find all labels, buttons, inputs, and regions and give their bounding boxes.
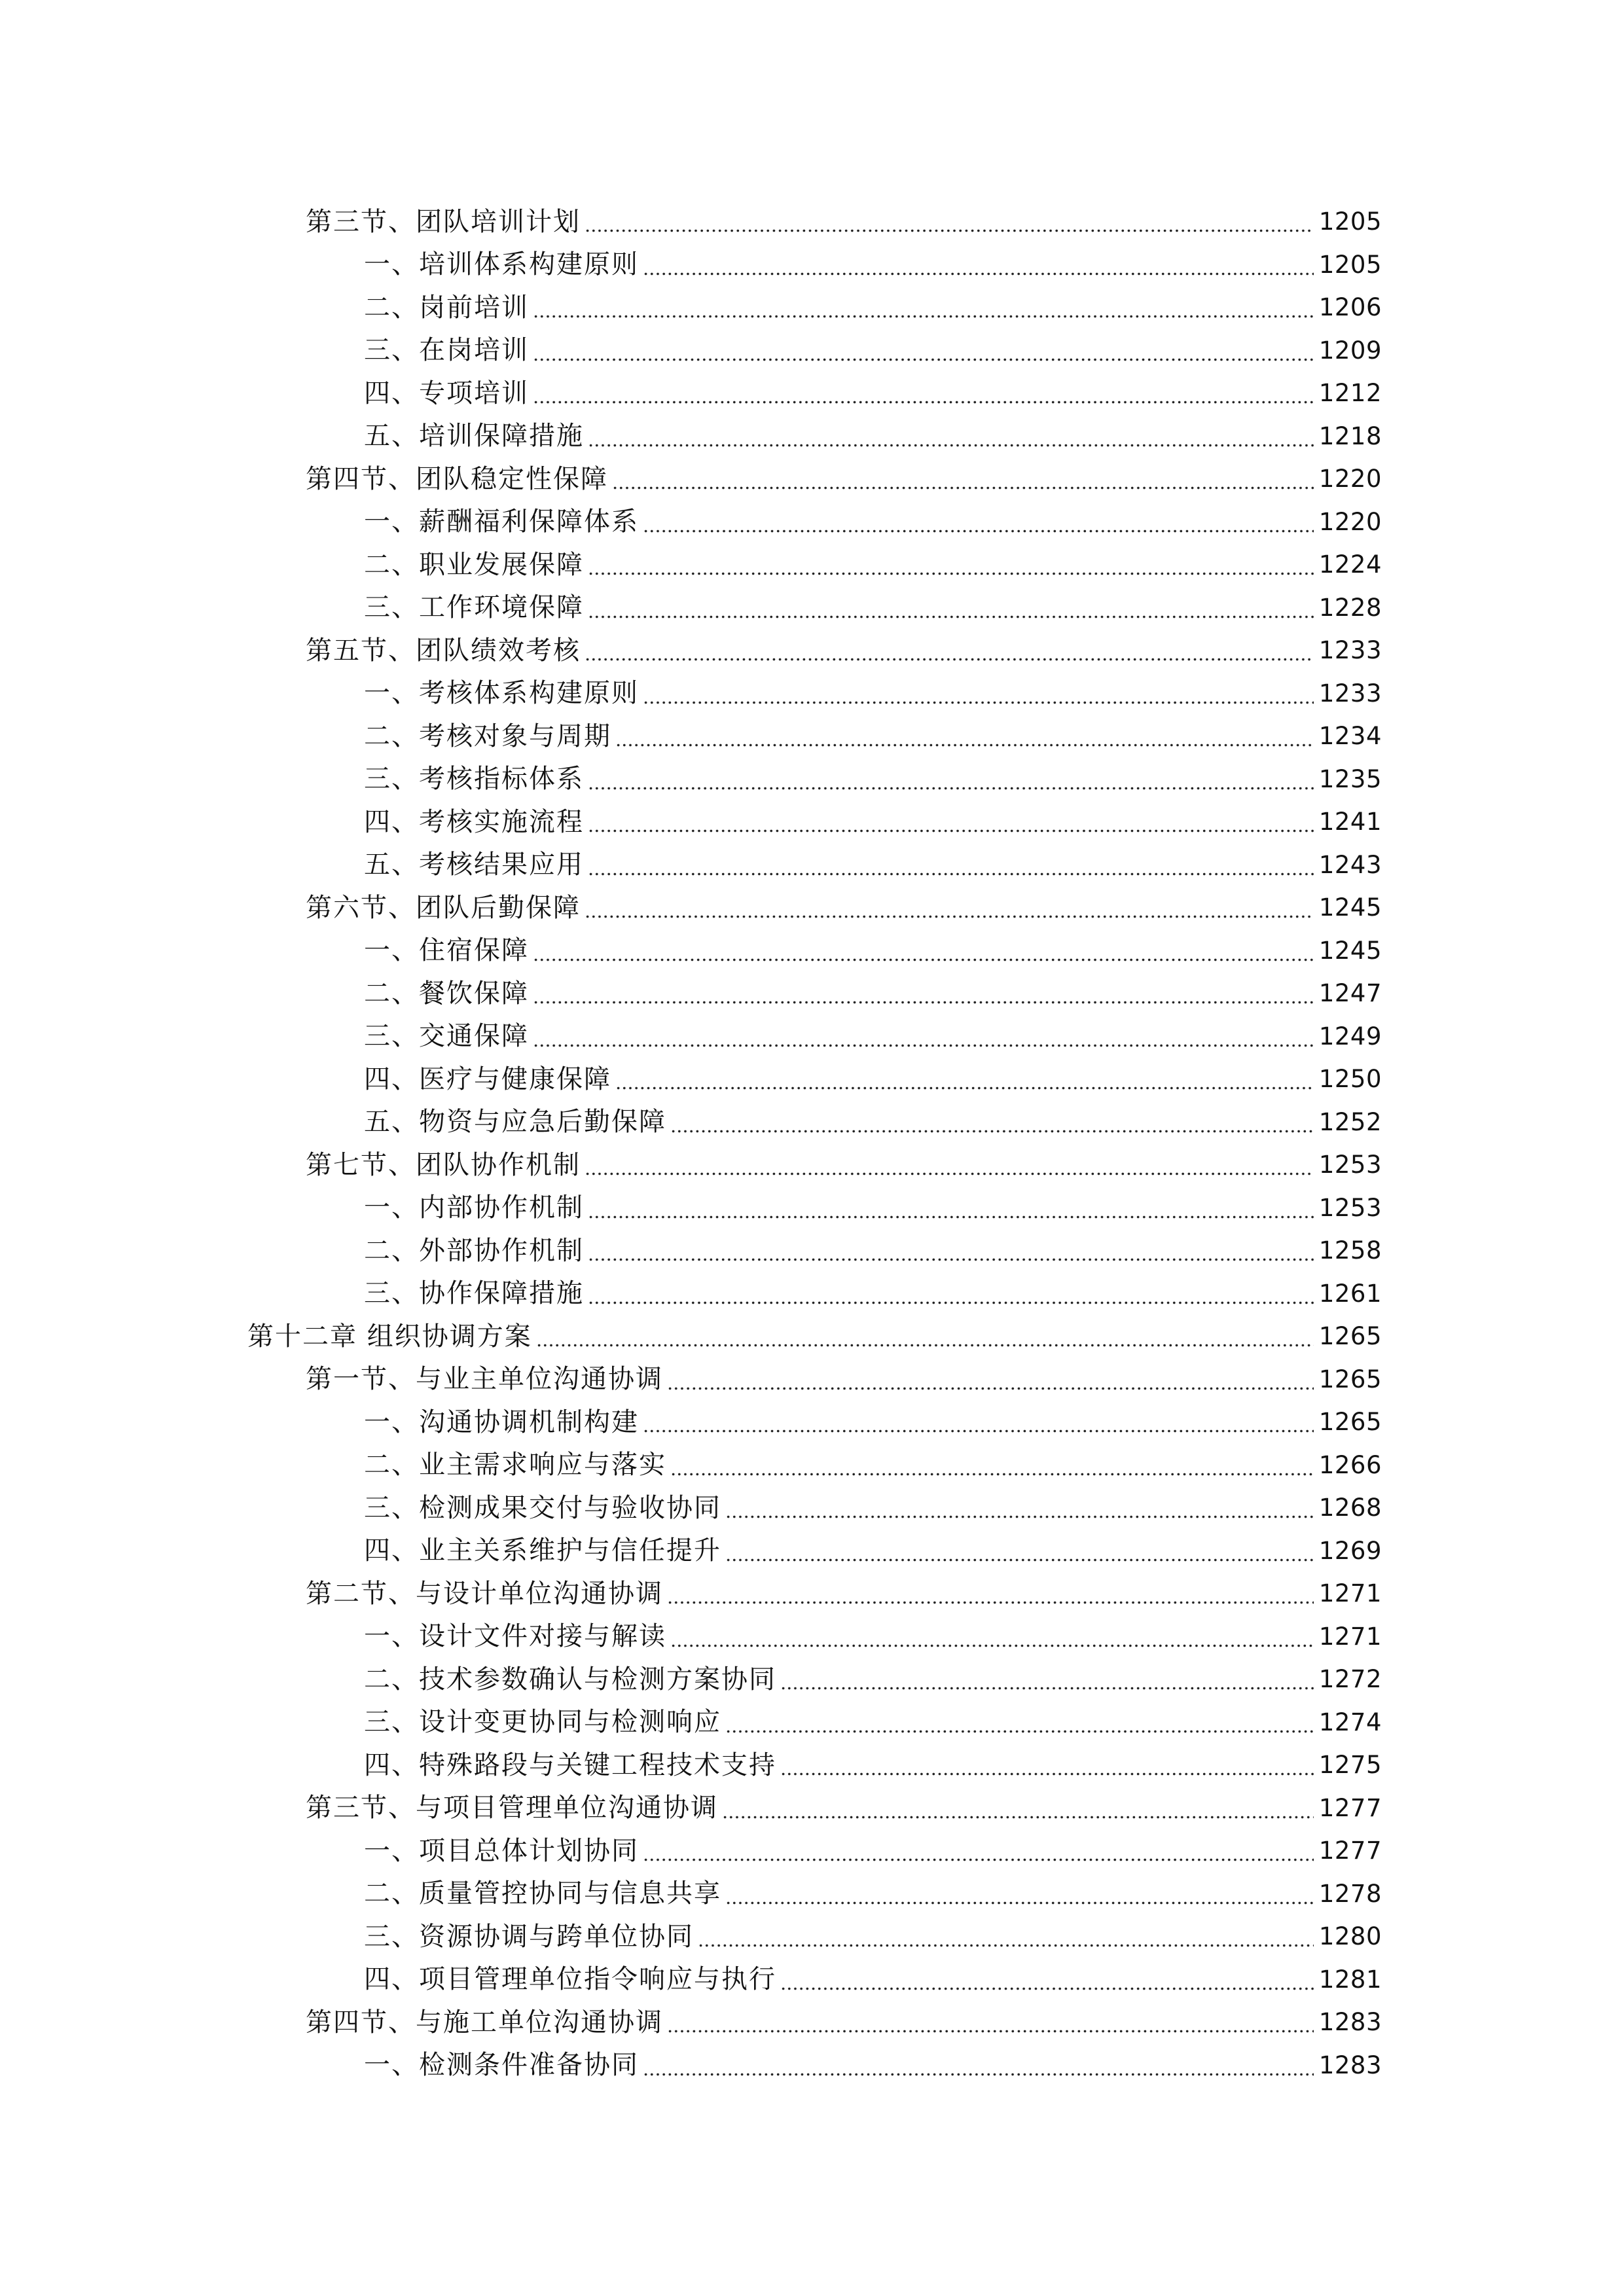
toc-entry-title: 一、内部协作机制 [364,1193,584,1223]
toc-entry-title: 一、考核体系构建原则 [364,678,639,709]
toc-entry-title: 三、在岗培训 [364,335,529,366]
toc-entry-page-number: 1283 [1318,2051,1382,2079]
toc-dot-leader [588,555,1314,577]
toc-entry-page-number: 1220 [1318,507,1382,536]
toc-entry-title: 一、检测条件准备协同 [364,2050,639,2081]
toc-dot-leader [643,255,1314,277]
toc-entry-page-number: 1274 [1318,1708,1382,1736]
toc-subsection-entry[interactable] [0,1187,1624,1230]
toc-entry-title: 一、沟通协调机制构建 [364,1407,639,1437]
toc-entry-page-number: 1247 [1318,979,1382,1008]
toc-entry-title: 第十二章 组织协调方案 [247,1321,532,1352]
toc-entry-page-number: 1277 [1318,1837,1382,1865]
toc-entry-title: 第三节、与项目管理单位沟通协调 [306,1793,718,1823]
toc-entry-title: 四、特殊路段与关键工程技术支持 [364,1749,776,1780]
toc-dot-leader [588,598,1314,620]
toc-dot-leader [536,1327,1314,1349]
toc-entry-title: 三、工作环境保障 [364,592,584,623]
toc-entry-title: 一、设计文件对接与解读 [364,1621,666,1652]
toc-entry-page-number: 1272 [1318,1665,1382,1694]
toc-entry-title: 三、设计变更协同与检测响应 [364,1707,721,1738]
toc-dot-leader [667,1584,1314,1606]
toc-entry-page-number: 1212 [1318,379,1382,408]
toc-dot-leader [667,1369,1314,1391]
toc-entry-page-number: 1234 [1318,722,1382,751]
toc-subsection-entry[interactable] [0,1101,1624,1144]
toc-entry-title: 第四节、与施工单位沟通协调 [306,2007,663,2037]
toc-entry-title: 二、技术参数确认与检测方案协同 [364,1664,776,1695]
toc-entry-page-number: 1206 [1318,293,1382,322]
toc-entry-page-number: 1249 [1318,1022,1382,1050]
toc-entry-title: 三、交通保障 [364,1021,529,1052]
toc-entry-page-number: 1278 [1318,1879,1382,1908]
toc-entry-title: 四、项目管理单位指令响应与执行 [364,1964,776,1995]
toc-dot-leader [533,984,1314,1006]
toc-dot-leader [615,1069,1314,1092]
toc-entry-title: 四、考核实施流程 [364,806,584,837]
toc-dot-leader [643,512,1314,534]
toc-entry-title: 一、薪酬福利保障体系 [364,507,639,537]
toc-dot-leader [722,1798,1314,1820]
toc-entry-page-number: 1258 [1318,1236,1382,1265]
toc-dot-leader [780,1670,1314,1692]
toc-entry-page-number: 1224 [1318,550,1382,579]
toc-entry-title: 四、医疗与健康保障 [364,1064,611,1094]
toc-entry-title: 三、检测成果交付与验收协同 [364,1492,721,1523]
toc-subsection-entry[interactable] [0,286,1624,329]
toc-dot-leader [533,298,1314,320]
toc-entry-title: 第五节、团队绩效考核 [306,635,581,666]
toc-dot-leader [588,812,1314,834]
toc-entry-title: 第二节、与设计单位沟通协调 [306,1578,663,1609]
toc-entry-title: 五、培训保障措施 [364,421,584,452]
toc-subsection-entry[interactable] [0,329,1624,372]
toc-section-entry[interactable] [0,2001,1624,2044]
toc-subsection-entry[interactable] [0,972,1624,1015]
toc-section-entry[interactable] [0,1787,1624,1830]
toc-section-entry[interactable] [0,886,1624,929]
toc-entry-title: 五、考核结果应用 [364,850,584,880]
toc-entry-title: 一、培训体系构建原则 [364,249,639,280]
toc-entry-page-number: 1228 [1318,593,1382,622]
toc-entry-page-number: 1261 [1318,1279,1382,1308]
toc-entry-title: 四、业主关系维护与信任提升 [364,1535,721,1566]
toc-subsection-entry[interactable] [0,844,1624,887]
toc-subsection-entry[interactable] [0,243,1624,287]
toc-entry-page-number: 1235 [1318,764,1382,793]
toc-dot-leader [533,941,1314,963]
toc-entry-page-number: 1271 [1318,1579,1382,1608]
toc-subsection-entry[interactable] [0,1486,1624,1530]
toc-subsection-entry[interactable] [0,1015,1624,1058]
toc-dot-leader [780,1969,1314,1992]
toc-entry-title: 二、职业发展保障 [364,549,584,580]
toc-entry-page-number: 1209 [1318,336,1382,365]
toc-dot-leader [533,340,1314,363]
toc-entry-page-number: 1266 [1318,1450,1382,1479]
toc-dot-leader [643,1841,1314,1863]
toc-entry-title: 二、业主需求响应与落实 [364,1450,666,1480]
toc-entry-title: 四、专项培训 [364,378,529,408]
toc-entry-page-number: 1271 [1318,1622,1382,1651]
toc-dot-leader [670,1455,1314,1477]
toc-entry-title: 一、住宿保障 [364,935,529,966]
toc-subsection-entry[interactable] [0,1229,1624,1272]
toc-entry-title: 二、质量管控协同与信息共享 [364,1878,721,1909]
toc-subsection-entry[interactable] [0,1658,1624,1701]
toc-entry-title: 二、餐饮保障 [364,978,529,1009]
toc-entry-title: 一、项目总体计划协同 [364,1835,639,1866]
toc-entry-page-number: 1233 [1318,636,1382,665]
toc-subsection-entry[interactable] [0,543,1624,586]
toc-entry-page-number: 1253 [1318,1151,1382,1179]
toc-section-entry[interactable] [0,200,1624,243]
toc-subsection-entry[interactable] [0,1272,1624,1316]
toc-subsection-entry[interactable] [0,1958,1624,2001]
toc-subsection-entry[interactable] [0,1744,1624,1787]
toc-dot-leader [585,212,1314,234]
toc-entry-title: 第四节、团队稳定性保障 [306,463,608,494]
toc-dot-leader [670,1626,1314,1649]
toc-dot-leader [725,1884,1314,1906]
toc-section-entry[interactable] [0,1572,1624,1615]
toc-dot-leader [588,1283,1314,1306]
toc-entry-title: 五、物资与应急后勤保障 [364,1107,666,1138]
toc-entry-page-number: 1281 [1318,1965,1382,1994]
toc-subsection-entry[interactable] [0,1915,1624,1958]
toc-dot-leader [780,1755,1314,1778]
toc-dot-leader [643,683,1314,706]
toc-dot-leader [670,1112,1314,1134]
toc-entry-title: 第一节、与业主单位沟通协调 [306,1364,663,1395]
toc-entry-page-number: 1265 [1318,1322,1382,1351]
toc-entry-page-number: 1218 [1318,422,1382,450]
toc-subsection-entry[interactable] [0,501,1624,544]
toc-entry-page-number: 1269 [1318,1536,1382,1565]
toc-dot-leader [585,1155,1314,1177]
toc-subsection-entry[interactable] [0,1444,1624,1487]
toc-entry-page-number: 1265 [1318,1408,1382,1437]
toc-chapter-entry[interactable] [0,1315,1624,1358]
toc-dot-leader [725,1541,1314,1563]
toc-dot-leader [585,641,1314,663]
toc-entry-page-number: 1241 [1318,808,1382,836]
toc-dot-leader [585,898,1314,920]
toc-section-entry[interactable] [0,1143,1624,1187]
toc-dot-leader [588,1241,1314,1263]
toc-subsection-entry[interactable] [0,415,1624,458]
toc-entry-page-number: 1252 [1318,1107,1382,1136]
toc-section-entry[interactable] [0,457,1624,501]
toc-entry-title: 二、岗前培训 [364,292,529,323]
toc-entry-title: 第六节、团队后勤保障 [306,892,581,923]
toc-subsection-entry[interactable] [0,1873,1624,1916]
toc-entry-page-number: 1277 [1318,1793,1382,1822]
toc-dot-leader [615,726,1314,749]
toc-entry-page-number: 1245 [1318,936,1382,965]
toc-dot-leader [533,384,1314,406]
toc-entry-page-number: 1265 [1318,1365,1382,1393]
toc-entry-page-number: 1268 [1318,1494,1382,1522]
toc-dot-leader [643,1412,1314,1435]
toc-entry-title: 第七节、团队协作机制 [306,1149,581,1180]
toc-section-entry[interactable] [0,629,1624,672]
toc-entry-page-number: 1233 [1318,679,1382,708]
toc-subsection-entry[interactable] [0,1701,1624,1744]
toc-subsection-entry[interactable] [0,1829,1624,1873]
toc-dot-leader [588,855,1314,877]
toc-subsection-entry[interactable] [0,1401,1624,1444]
toc-dot-leader [612,469,1314,492]
toc-entry-title: 三、协作保障措施 [364,1278,584,1309]
toc-subsection-entry[interactable] [0,1058,1624,1101]
toc-entry-page-number: 1220 [1318,465,1382,493]
toc-subsection-entry[interactable] [0,929,1624,973]
toc-subsection-entry[interactable] [0,672,1624,715]
toc-entry-page-number: 1205 [1318,207,1382,236]
toc-dot-leader [725,1712,1314,1734]
toc-subsection-entry[interactable] [0,715,1624,758]
toc-subsection-entry[interactable] [0,1530,1624,1573]
toc-entry-title: 二、考核对象与周期 [364,721,611,751]
toc-dot-leader [698,1927,1314,1949]
toc-subsection-entry[interactable] [0,2044,1624,2087]
table-of-contents [0,200,1624,2087]
toc-subsection-entry[interactable] [0,372,1624,415]
toc-entry-page-number: 1283 [1318,2008,1382,2037]
toc-entry-page-number: 1280 [1318,1922,1382,1951]
toc-entry-page-number: 1245 [1318,893,1382,922]
toc-entry-title: 二、外部协作机制 [364,1235,584,1266]
toc-entry-page-number: 1275 [1318,1751,1382,1780]
toc-entry-title: 三、资源协调与跨单位协同 [364,1921,694,1952]
toc-dot-leader [643,2055,1314,2077]
toc-dot-leader [588,426,1314,448]
toc-subsection-entry[interactable] [0,1615,1624,1659]
toc-dot-leader [588,1198,1314,1220]
toc-dot-leader [588,769,1314,791]
toc-dot-leader [667,2013,1314,2035]
toc-entry-title: 三、考核指标体系 [364,764,584,795]
toc-section-entry[interactable] [0,1358,1624,1401]
toc-entry-page-number: 1253 [1318,1193,1382,1222]
toc-subsection-entry[interactable] [0,758,1624,801]
toc-entry-page-number: 1243 [1318,850,1382,879]
toc-entry-title: 第三节、团队培训计划 [306,206,581,237]
toc-subsection-entry[interactable] [0,586,1624,630]
toc-entry-page-number: 1205 [1318,250,1382,279]
toc-dot-leader [533,1026,1314,1049]
toc-entry-page-number: 1250 [1318,1065,1382,1094]
toc-dot-leader [725,1498,1314,1520]
toc-subsection-entry[interactable] [0,800,1624,844]
